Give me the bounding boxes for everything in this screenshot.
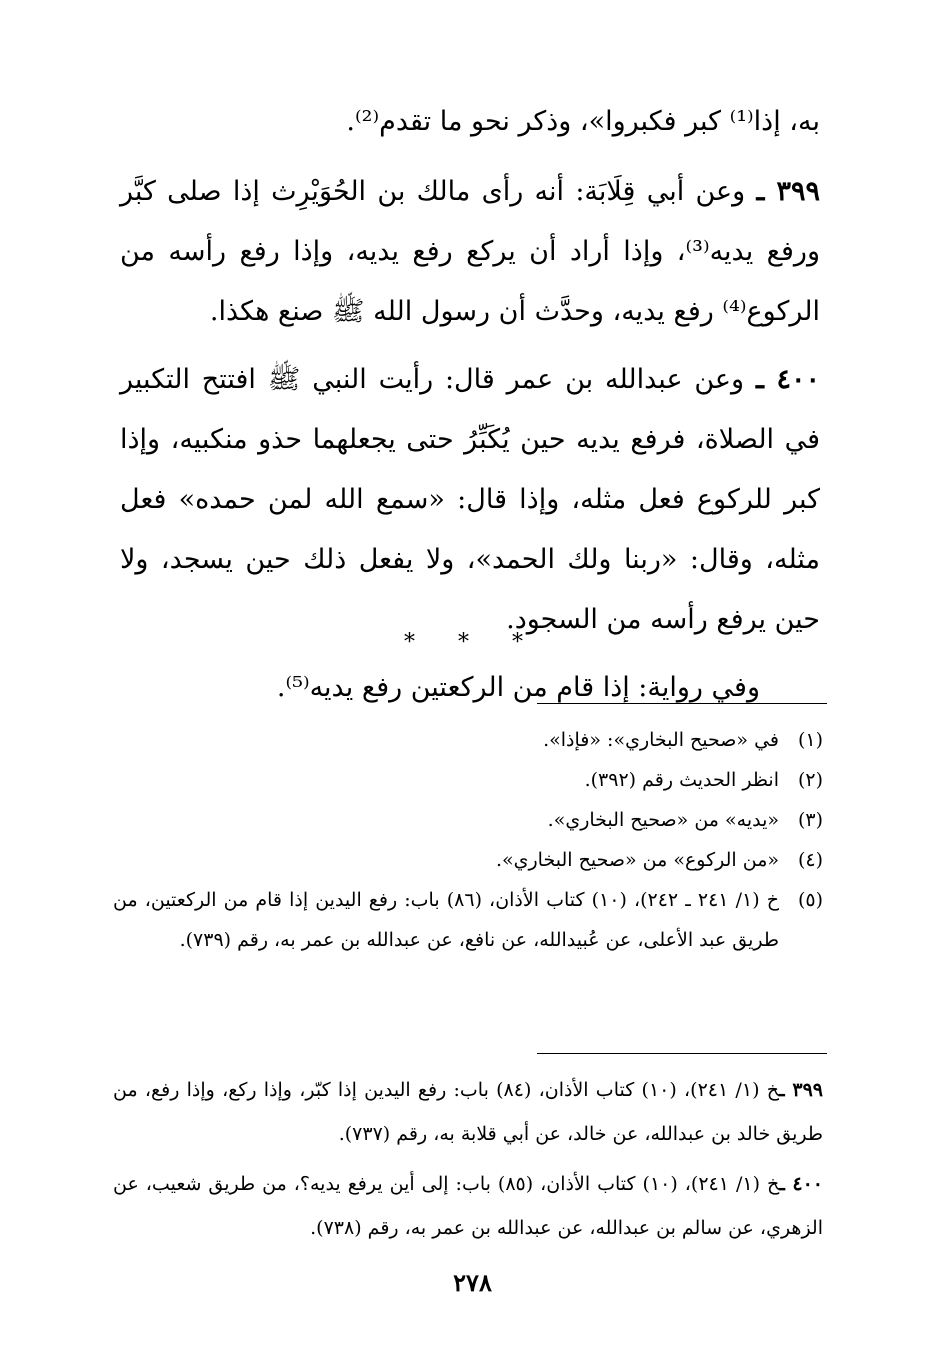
footnote [113,720,823,760]
hadith-400 [120,350,820,650]
footnote-number: (٥) [797,889,823,911]
hadith-number: ٤٠٠ ـ [755,364,821,395]
hadith-text: وعن عبدالله بن عمر قال: رأيت النبي ﷺ افتتح التكبير في الصلاة، فرفع يديه حين يُكَبِّرُ حتى يجعلهما حذو منكبيه، وإذا كبر للركوع فعل مثله، وإذا قال: «سمع الله لمن حمده» فعل مثله، وقال: «ربنا ولك الحمد»، ولا يفعل ذلك حين يسجد، ولا حين يرفع رأسه من السجود. [120,364,820,635]
footnote [113,800,823,840]
continuation-paragraph: به، إذا⁽¹⁾ كبر فكبروا»، وذكر نحو ما تقدم⁽²⁾. [346,106,820,137]
page-number: ٢٧٨ [453,1268,492,1297]
footnote-number: (٢) [797,769,823,791]
reference-number: ٤٠٠ ـ [779,1173,824,1195]
footnote [113,760,823,800]
narration-variant: وفي رواية: إذا قام من الركعتين رفع يديه⁽⁵⁾. [276,672,760,703]
hadith-399 [120,162,820,342]
footnote-text: في «صحيح البخاري»: «فإذا». [543,729,779,751]
footnote-text: «يديه» من «صحيح البخاري». [547,809,779,831]
footnote-text: انظر الحديث رقم (٣٩٢). [584,769,779,791]
footnote-divider [537,703,827,704]
hadith-text: وعن أبي قِلَابَة: أنه رأى مالك بن الحُوَيْرِث إذا صلى كبَّر ورفع يديه⁽³⁾، وإذا أراد أن يركع رفع يديه، وإذا رفع رأسه من الركوع⁽⁴⁾ رفع يديه، وحدَّث أن رسول الله ﷺ صنع هكذا. [120,176,820,327]
section-separator: * * * [404,630,541,655]
reference-number: ٣٩٩ ـ [779,1079,824,1101]
reference-400 [113,1162,823,1250]
footnote-number: (١) [797,729,823,751]
hadith-references [113,1068,823,1256]
hadith-number: ٣٩٩ ـ [756,176,820,207]
footnote [113,840,823,880]
reference-divider [537,1053,827,1054]
reference-text: خ (١/ ٢٤١)، (١٠) كتاب الأذان، (٨٥) باب: إلى أين يرفع يديه؟، من طريق شعيب، عن الزهري، عن سالم بن عبدالله، عن عبدالله بن عمر به، رقم (٧٣٨). [113,1173,823,1239]
footnote-text: «من الركوع» من «صحيح البخاري». [495,849,779,871]
footnote-number: (٤) [797,849,823,871]
reference-text: خ (١/ ٢٤١)، (١٠) كتاب الأذان، (٨٤) باب: رفع اليدين إذا كبّر، وإذا ركع، وإذا رفع، من طريق خالد بن عبدالله، عن خالد، عن أبي قلابة به، رقم (٧٣٧). [113,1079,823,1145]
footnote [113,880,823,960]
reference-399 [113,1068,823,1156]
footnote-number: (٣) [797,809,823,831]
footnotes [113,720,823,960]
footnote-text: خ (١/ ٢٤١ ـ ٢٤٢)، (١٠) كتاب الأذان، (٨٦) باب: رفع اليدين إذا قام من الركعتين، من طريق عبد الأعلى، عن عُبيدالله، عن نافع، عن عبدالله بن عمر به، رقم (٧٣٩). [113,889,779,951]
